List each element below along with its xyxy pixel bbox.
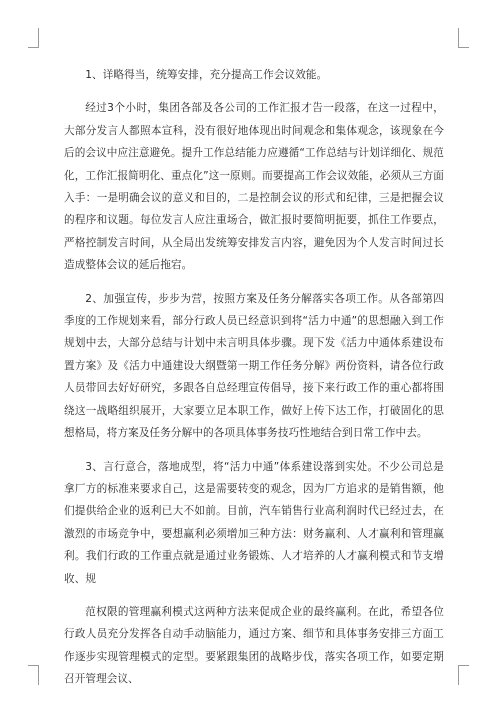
crop-mark-bottom-right-vertical <box>458 665 459 685</box>
section-heading-1: 1、详略得当，统筹安排，充分提高工作会议效能。 <box>85 69 328 81</box>
paragraph-1: 经过3个小时，集团各部及各公司的工作汇报才告一段落，在这一过程中，大部分发言人都照本宣科，没有很好地体现出时间观念和集体观念，该现象在今后的会议中应注意避免。提升工作总结能力应遵循“工作总结与计划详细化、规范化，工作汇报简明化、重点化”这一原则。而要提高工作会议效能，必须从三方面入手：一是明确会议的意义和目的，二是控制会议的形式和纪律，三是把握会议的程序和议题。每位发言人应注重场合，做汇报时要简明扼要，抓住工作要点，严格控制发言时间，从全局出发统筹安排发言内容，避免因为个人发言时间过长造成整体会议的延后拖宕。 <box>64 102 444 272</box>
paragraph-4: 范权限的管理赢利模式这两种方法来促成企业的最终赢利。在此，希望各位行政人员充分发挥各自动手动脑能力，通过方案、细节和具体事务安排三方面工作逐步实现管理模式的定型。要紧跟集团的战略步伐，落实各项工作，如要定期召开管理会议、 <box>64 605 444 686</box>
crop-mark-bottom-right-horizontal <box>458 665 469 666</box>
crop-mark-top-right-horizontal <box>458 47 469 48</box>
paragraph-2: 2、加强宣传，步步为营，按照方案及任务分解落实各项工作。从各部第四季度的工作规划来看，部分行政人员已经意识到将“活力中通”的思想融入到工作规划中去，大部分总结与计划中未言明具体步骤。现下发《活力中通体系建设布置方案》及《活力中通建设大纲暨第一期工作任务分解》两份资料，请各位行政人员带回去好好研究，多跟各自总经理宣传倡导，接下来行政工作的重心都将围绕这一战略组织展开，大家要立足本职工作，做好上传下达工作，打破固化的思想格局，将方案及任务分解中的各项具体事务技巧性地结合到日常工作中去。 <box>64 292 444 440</box>
crop-mark-top-right-vertical <box>458 28 459 48</box>
paragraph-gap <box>64 277 444 288</box>
paragraph-gap <box>64 86 444 97</box>
paragraph-gap <box>64 445 444 456</box>
paragraph-3: 3、言行意合，落地成型，将“活力中通”体系建设落到实处。不少公司总是拿厂方的标准来要求自己，这是需要转变的观念，因为厂方追求的是销售额，他们提供给企业的返利已大不如前。目前，汽车销售行业高利润时代已经过去，在激烈的市场竞争中，要想赢利必须增加三种方法：财务赢利、人才赢利和管理赢利。我们行政的工作重点就是通过业务锻炼、人才培养的人才赢利模式和节支增收、规 <box>64 460 444 585</box>
crop-mark-top-left-horizontal <box>28 47 39 48</box>
crop-mark-bottom-left-vertical <box>38 665 39 685</box>
paragraph-gap <box>64 590 444 601</box>
crop-mark-top-left-vertical <box>38 28 39 48</box>
crop-mark-bottom-left-horizontal <box>28 665 39 666</box>
document-body <box>64 64 444 691</box>
